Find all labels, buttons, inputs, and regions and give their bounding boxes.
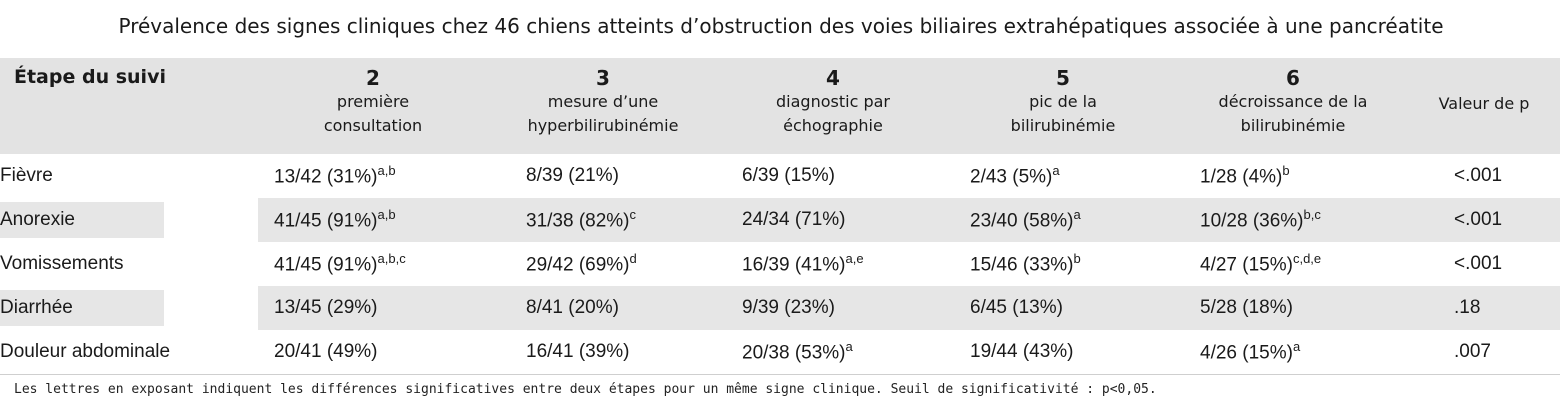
stage-desc-line: première [336, 92, 410, 111]
prevalence-cell [1178, 154, 1408, 198]
p-value-cell: .007 [1408, 330, 1560, 375]
significance-superscript: a [1292, 339, 1301, 355]
clinical-sign-label [0, 242, 258, 286]
prevalence-cell [258, 242, 488, 286]
table-row [0, 330, 1560, 375]
significance-superscript: a,b,c [377, 251, 406, 267]
p-value-cell: <.001 [1454, 253, 1503, 274]
stage-desc-line: mesure d’une [547, 92, 659, 111]
prevalence-value: 8/39 (21%) [526, 165, 619, 186]
prevalence-cell [948, 242, 1178, 286]
significance-superscript: a,b [377, 207, 396, 223]
stage-desc-line: décroissance de la [1218, 92, 1368, 111]
prevalence-cell [948, 286, 1178, 330]
prevalence-value: 29/42 (69%) [526, 254, 630, 276]
prevalence-value: 13/45 (29%) [274, 297, 378, 318]
prevalence-cell [488, 154, 718, 198]
stage-desc-line: pic de la [1029, 92, 1097, 111]
clinical-sign-label [0, 286, 258, 330]
table-row [0, 242, 1560, 286]
prevalence-value: 4/27 (15%) [1200, 254, 1293, 276]
prevalence-cell [1178, 286, 1408, 330]
prevalence-value: 16/39 (41%) [742, 254, 846, 276]
table-row [0, 198, 1560, 242]
prevalence-cell [1178, 242, 1408, 286]
table-row [0, 154, 1560, 198]
prevalence-value: 10/28 (36%) [1200, 210, 1304, 232]
prevalence-value: 5/28 (18%) [1200, 297, 1293, 318]
significance-superscript: a,e [845, 251, 864, 267]
significance-superscript: b [1073, 251, 1081, 267]
significance-superscript: a,b [377, 163, 396, 179]
footnote: Les lettres en exposant indiquent les différences significatives entre deux étapes pour un même signe clinique. Seuil de significativité : p<0,05. [14, 382, 1157, 397]
stage-desc-line: bilirubinémie [1240, 116, 1346, 135]
prevalence-value: 1/28 (4%) [1200, 166, 1283, 188]
prevalence-cell [488, 242, 718, 286]
prevalence-cell [948, 330, 1178, 375]
significance-superscript: a [1073, 207, 1081, 223]
significance-superscript: b [1282, 163, 1290, 179]
significance-superscript: a [1052, 163, 1060, 179]
sign-name: Diarrhée [0, 290, 164, 326]
stage-desc-line: consultation [323, 116, 423, 135]
clinical-sign-label [0, 198, 258, 242]
stage-2-header [258, 58, 488, 154]
header-row [0, 58, 1560, 154]
clinical-sign-label [0, 330, 258, 375]
stage-5-header [948, 58, 1178, 154]
sign-name: Fièvre [0, 165, 53, 186]
table-title: Prévalence des signes cliniques chez 46 chiens atteints d’obstruction des voies biliaires extrahépatiques associée à une pancréatite [118, 14, 1444, 38]
p-value-label: Valeur de p [1438, 94, 1530, 113]
prevalence-cell [488, 198, 718, 242]
prevalence-cell [718, 286, 948, 330]
significance-superscript: d [629, 251, 637, 267]
sign-name: Vomissements [0, 253, 124, 274]
prevalence-cell [258, 198, 488, 242]
stage-number: 3 [596, 66, 610, 90]
stage-4-header [718, 58, 948, 154]
prevalence-value: 4/26 (15%) [1200, 342, 1293, 364]
sign-name: Anorexie [0, 202, 164, 238]
prevalence-cell [488, 330, 718, 375]
prevalence-value: 19/44 (43%) [970, 341, 1074, 362]
prevalence-cell [258, 286, 488, 330]
prevalence-value: 24/34 (71%) [742, 209, 846, 230]
prevalence-cell [718, 198, 948, 242]
sign-name: Douleur abdominale [0, 341, 171, 362]
significance-superscript: c [629, 207, 637, 223]
prevalence-cell [258, 330, 488, 375]
p-value-cell: <.001 [1454, 165, 1503, 186]
prevalence-cell [1178, 198, 1408, 242]
stage-desc-line: bilirubinémie [1010, 116, 1116, 135]
prevalence-cell [948, 198, 1178, 242]
p-value-cell: <.001 [1408, 198, 1560, 242]
prevalence-value: 2/43 (5%) [970, 166, 1053, 188]
p-value-header [1408, 58, 1560, 154]
stage-desc-line: hyperbilirubinémie [527, 116, 679, 135]
prevalence-value: 41/45 (91%) [274, 254, 378, 276]
prevalence-value: 41/45 (91%) [274, 210, 378, 232]
table-row [0, 286, 1560, 330]
significance-superscript: c,d,e [1292, 251, 1322, 267]
prevalence-cell [718, 330, 948, 375]
prevalence-cell [718, 154, 948, 198]
stage-6-header [1178, 58, 1408, 154]
prevalence-value: 6/39 (15%) [742, 165, 835, 186]
significance-superscript: a [845, 339, 853, 355]
p-value-cell: .18 [1408, 286, 1560, 330]
prevalence-value: 6/45 (13%) [970, 297, 1063, 318]
stage-3-header [488, 58, 718, 154]
stage-header: Étape du suivi [0, 58, 258, 154]
prevalence-value: 16/41 (39%) [526, 341, 630, 362]
stage-number: 2 [366, 66, 380, 90]
table-body [0, 154, 1560, 375]
prevalence-value: 13/42 (31%) [274, 166, 378, 188]
significance-superscript: b,c [1303, 207, 1321, 223]
stage-number: 6 [1286, 66, 1300, 90]
prevalence-value: 23/40 (58%) [970, 210, 1074, 232]
prevalence-value: 20/38 (53%) [742, 342, 846, 364]
stage-number: 5 [1056, 66, 1070, 90]
clinical-signs-table [0, 58, 1560, 375]
prevalence-value: 9/39 (23%) [742, 297, 835, 318]
prevalence-value: 8/41 (20%) [526, 297, 619, 318]
prevalence-value: 20/41 (49%) [274, 341, 378, 362]
prevalence-cell [488, 286, 718, 330]
prevalence-cell [948, 154, 1178, 198]
clinical-sign-label [0, 154, 258, 198]
prevalence-value: 15/46 (33%) [970, 254, 1074, 276]
stage-desc-line: diagnostic par [776, 92, 890, 111]
prevalence-cell [1178, 330, 1408, 375]
stage-number: 4 [826, 66, 840, 90]
prevalence-value: 31/38 (82%) [526, 210, 630, 232]
prevalence-cell [718, 242, 948, 286]
prevalence-cell [258, 154, 488, 198]
stage-desc-line: échographie [783, 116, 883, 135]
